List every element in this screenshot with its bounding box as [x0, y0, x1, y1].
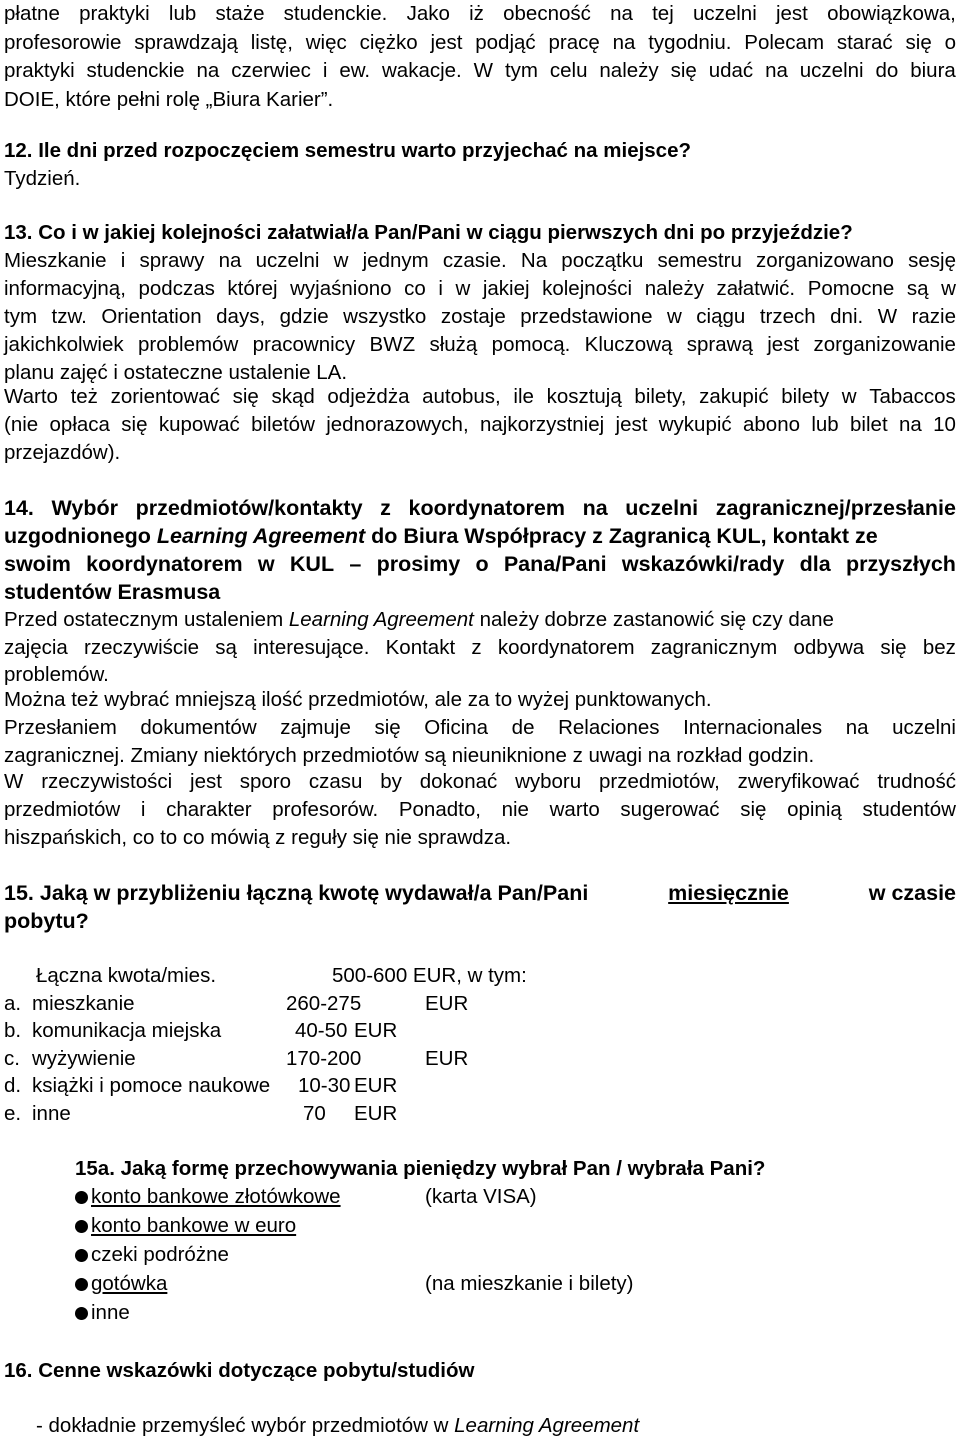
word: profesorów.: [272, 798, 379, 821]
word: studentów: [862, 798, 956, 821]
answer-14-text: Przed ostatecznym ustaleniem: [4, 608, 289, 631]
answer-14-line: zagranicznej. Zmiany niektórych przedmiotów są nieuniknione z uwagi na rozkład godzin.: [4, 744, 815, 767]
word: kosztują: [546, 385, 622, 408]
word: i: [438, 277, 443, 300]
expense-amount: 40-50: [295, 1019, 348, 1042]
word: jakichkolwiek: [4, 333, 124, 356]
word: podczas: [138, 277, 215, 300]
word: służą: [429, 333, 478, 356]
word: problemów: [138, 333, 239, 356]
word: 14.: [4, 496, 34, 520]
word: kupować: [158, 413, 240, 436]
expense-letter: b.: [4, 1019, 22, 1042]
question-15-line: [4, 879, 956, 907]
word: Oficina: [424, 716, 489, 739]
word: autobus,: [422, 385, 501, 408]
word: gdzie: [279, 305, 329, 328]
word: do: [875, 59, 899, 82]
expense-currency: EUR: [425, 992, 469, 1015]
word: Wybór: [51, 496, 118, 520]
word: ile: [513, 385, 534, 408]
word: Orientation: [101, 305, 202, 328]
word: abono: [743, 413, 801, 436]
option-item: [75, 1212, 296, 1240]
word: celu: [549, 59, 588, 82]
learning-agreement-term: Learning Agreement: [288, 608, 474, 631]
answer-14-line: [4, 796, 956, 824]
word: praktyki: [79, 2, 150, 25]
word: jest: [430, 31, 463, 54]
question-12: 12. Ile dni przed rozpoczęciem semestru warto przyjechać na miejsce?: [4, 139, 692, 162]
option-label: konto bankowe złotówkowe: [91, 1185, 341, 1208]
word: zajęcia: [4, 636, 68, 659]
word: tym: [4, 305, 38, 328]
word: też: [70, 385, 98, 408]
word: przedmiotów/kontakty: [135, 496, 363, 520]
question-13: 13. Co i w jakiej kolejności załatwiał/a Pan/Pani w ciągu pierwszych dni po przyjeździe?: [4, 221, 853, 244]
word: tzw.: [51, 305, 87, 328]
word: udać: [708, 59, 754, 82]
word: informacyjną,: [4, 277, 126, 300]
word: na: [218, 249, 242, 272]
word: Kontakt: [385, 636, 456, 659]
word: biura: [910, 59, 956, 82]
intro-line: DOIE, które pełni rolę „Biura Karier”.: [4, 88, 334, 111]
answer-14-line: hiszpańskich, co to co mówią z reguły się nie sprawdza.: [4, 826, 512, 849]
word: zweryfikować: [737, 770, 860, 793]
word: BWZ: [369, 333, 416, 356]
expense-amount: 10-30: [298, 1074, 351, 1097]
word: sprawy: [139, 249, 205, 272]
expense-label: inne: [32, 1102, 71, 1125]
word: jednym: [362, 249, 429, 272]
word: Relaciones: [558, 716, 660, 739]
bullet-icon: [75, 1220, 88, 1233]
word: sprawdzają: [134, 31, 238, 54]
word: interesujące.: [253, 636, 370, 659]
word: rzeczywistości: [41, 770, 173, 793]
word: obowiązkowa,: [827, 2, 956, 25]
word: listę,: [250, 31, 293, 54]
word: charakter: [166, 798, 252, 821]
tip-item: [36, 1412, 639, 1440]
word: Tabaccos: [869, 385, 956, 408]
word: wskazówki/rady: [621, 552, 785, 576]
word: iż: [469, 2, 484, 25]
word: Internacionales: [683, 716, 823, 739]
word: zajmuje: [280, 716, 351, 739]
option-label: konto bankowe w euro: [91, 1214, 297, 1237]
word: Mieszkanie: [4, 249, 107, 272]
word: de: [511, 716, 535, 739]
word: wakacje.: [382, 59, 462, 82]
option-note: (karta VISA): [425, 1185, 537, 1208]
word: wykupić: [658, 413, 732, 436]
word: w: [257, 552, 275, 576]
answer-14-line: Można też wybrać mniejszą ilość przedmiotów, ale za to wyżej punktowanych.: [4, 688, 712, 711]
word: studenckie: [86, 59, 185, 82]
word: Warto: [4, 385, 58, 408]
answer-13-line: [4, 275, 956, 303]
expense-letter: c.: [4, 1047, 20, 1070]
word: Kluczową: [584, 333, 673, 356]
word: się: [670, 59, 697, 82]
word: zorganizowano: [756, 249, 894, 272]
word: się: [232, 385, 259, 408]
word: zostaje: [440, 305, 506, 328]
answer-12: Tydzień.: [4, 167, 81, 190]
question-14-line: studentów Erasmusa: [4, 580, 221, 604]
word: więc: [305, 31, 347, 54]
answer-13-line: [4, 247, 956, 275]
word: swoim: [4, 552, 71, 576]
word: sesję: [908, 249, 956, 272]
word: dokonać: [419, 770, 498, 793]
word: na: [845, 716, 869, 739]
word: uczelni: [892, 716, 956, 739]
word: dni.: [830, 305, 864, 328]
word: tej: [652, 2, 674, 25]
word: sprawą: [686, 333, 753, 356]
word: koordynatorem: [86, 552, 243, 576]
word: zakupić: [699, 385, 769, 408]
option-note: (na mieszkanie i bilety): [425, 1272, 634, 1295]
word: ciągu: [696, 305, 746, 328]
option-item: [75, 1241, 229, 1269]
word: czasu: [308, 770, 363, 793]
option-item: [75, 1299, 130, 1327]
word: i: [322, 59, 328, 82]
word: W: [4, 770, 24, 793]
word: czerwiec: [231, 59, 311, 82]
word: staże: [215, 2, 265, 25]
answer-14-line: [4, 606, 834, 634]
total-value: 500-600 EUR, w tym:: [332, 964, 527, 987]
word: najkorzystniej: [479, 413, 605, 436]
word: odbywa: [793, 636, 865, 659]
word: nie: [501, 798, 529, 821]
expense-currency: EUR: [354, 1074, 398, 1097]
word: i: [140, 798, 146, 821]
word: zorientować: [110, 385, 220, 408]
word: bilet: [850, 413, 888, 436]
expense-currency: EUR: [425, 1047, 469, 1070]
word: sugerować: [620, 798, 720, 821]
word: przyszłych: [845, 552, 956, 576]
expense-amount: 70: [303, 1102, 326, 1125]
word: w: [941, 277, 956, 300]
word: skąd: [271, 385, 315, 408]
intro-line: [4, 57, 956, 85]
word: by: [380, 770, 402, 793]
word: 10: [933, 413, 956, 436]
question-15a: 15a. Jaką formę przechowywania pieniędzy wybrał Pan / wybrała Pani?: [75, 1157, 766, 1180]
word: w: [333, 249, 349, 272]
word: Jako: [406, 2, 450, 25]
expense-letter: e.: [4, 1102, 22, 1125]
word: o: [475, 552, 489, 576]
word: razie: [911, 305, 956, 328]
word: bez: [922, 636, 956, 659]
word: opinią: [787, 798, 842, 821]
word: jest: [615, 413, 648, 436]
bullet-icon: [75, 1191, 88, 1204]
answer-14-line: [4, 714, 956, 742]
word: podjąć: [475, 31, 536, 54]
word: uczelni: [625, 496, 699, 520]
bullet-icon: [75, 1278, 88, 1291]
question-14-text: uzgodnionego: [4, 524, 157, 548]
answer-13-line: [4, 383, 956, 411]
word: profesorowie: [4, 31, 122, 54]
word: bilety,: [634, 385, 687, 408]
word: uczelni: [799, 59, 864, 82]
word: na: [196, 59, 220, 82]
word: zorganizowanie: [813, 333, 956, 356]
word: o: [944, 31, 956, 54]
word: uczelni: [255, 249, 320, 272]
word: pracownicy: [252, 333, 356, 356]
question-15-line: pobytu?: [4, 909, 89, 933]
word: wyboru: [515, 770, 582, 793]
question-14-line: [4, 550, 956, 578]
word: załatwić.: [716, 277, 796, 300]
word: sporo: [239, 770, 292, 793]
bullet-icon: [75, 1307, 88, 1320]
expense-label: wyżywienie: [32, 1047, 136, 1070]
word: są: [906, 277, 929, 300]
expense-currency: EUR: [354, 1102, 398, 1125]
word: na: [765, 59, 788, 82]
intro-line: [4, 0, 956, 28]
word: zagranicznej/przesłanie: [715, 496, 956, 520]
word: Przesłaniem: [4, 716, 117, 739]
word: Pomocne: [807, 277, 895, 300]
word: czasie.: [442, 249, 507, 272]
expense-letter: d.: [4, 1074, 22, 1097]
word: Na: [520, 249, 548, 272]
word: semestru: [657, 249, 742, 272]
word: trzech: [759, 305, 816, 328]
word: się: [374, 716, 401, 739]
word: obecność: [503, 2, 591, 25]
word: biletów: [251, 413, 315, 436]
word: Pana/Pani: [503, 552, 607, 576]
answer-14-line: [4, 634, 956, 662]
word: której: [227, 277, 278, 300]
word: koordynatorem: [497, 636, 635, 659]
word: tygodniu.: [648, 31, 732, 54]
answer-14-line: problemów.: [4, 663, 109, 686]
answer-14-line: [4, 768, 956, 796]
word: na: [610, 2, 633, 25]
word: Ponadto,: [398, 798, 481, 821]
word: rzeczywiście: [84, 636, 200, 659]
word: ciężko: [359, 31, 418, 54]
word: studenckie.: [283, 2, 388, 25]
bullet-icon: [75, 1249, 88, 1262]
word: wszystko: [343, 305, 427, 328]
expense-label: komunikacja miejska: [32, 1019, 222, 1042]
word: KUL: [289, 552, 335, 576]
word: lub: [168, 2, 197, 25]
total-label: Łączna kwota/mies.: [36, 964, 217, 987]
question-15-text: 15. Jaką w przybliżeniu łączną kwotę wydawał/a Pan/Pani: [4, 881, 589, 905]
word: opłaca: [49, 413, 110, 436]
word: trudność: [877, 770, 956, 793]
option-item: [75, 1183, 341, 1211]
learning-agreement-term: Learning Agreement: [156, 524, 366, 548]
word: z: [471, 636, 482, 659]
expense-currency: EUR: [354, 1019, 398, 1042]
question-14-line: [4, 494, 956, 522]
word: na: [612, 31, 636, 54]
word: jest: [775, 2, 808, 25]
word: z: [380, 496, 391, 520]
word: jest: [767, 333, 800, 356]
word: się: [880, 636, 907, 659]
learning-agreement-term: Learning Agreement: [454, 1414, 640, 1437]
word: W: [473, 59, 494, 82]
option-label: inne: [91, 1301, 130, 1324]
tip-text: - dokładnie przemyśleć wybór przedmiotów w: [36, 1414, 455, 1437]
option-label: czeki podróżne: [91, 1243, 229, 1266]
word: jest: [190, 770, 222, 793]
word: należy: [599, 59, 659, 82]
word: płatne: [4, 2, 60, 25]
word: na: [582, 496, 608, 520]
word: praktyki: [4, 59, 75, 82]
word: pracę: [548, 31, 600, 54]
answer-13-line: [4, 411, 956, 439]
word: w: [666, 305, 682, 328]
intro-line: [4, 29, 956, 57]
word: i: [120, 249, 126, 272]
word: się: [905, 31, 932, 54]
word: days,: [216, 305, 266, 328]
question-15-emphasis: miesięcznie: [668, 881, 789, 905]
expense-letter: a.: [4, 992, 22, 1015]
word: się: [121, 413, 148, 436]
word: tym: [504, 59, 538, 82]
word: przedmiotów: [4, 798, 121, 821]
word: co: [404, 277, 426, 300]
word: w: [455, 277, 471, 300]
word: bilety: [781, 385, 830, 408]
word: wyjaśniono: [290, 277, 392, 300]
word: lub: [811, 413, 839, 436]
word: są: [215, 636, 237, 659]
expense-amount: 260-275: [286, 992, 362, 1015]
word: na: [898, 413, 922, 436]
word: starać: [836, 31, 893, 54]
expense-label: książki i pomoce naukowe: [32, 1074, 271, 1097]
word: uczelni: [692, 2, 757, 25]
word: prosimy: [376, 552, 461, 576]
word: dokumentów: [140, 716, 257, 739]
word: w: [841, 385, 857, 408]
word: dla: [799, 552, 831, 576]
word: jednorazowych,: [326, 413, 469, 436]
word: koordynatorem: [408, 496, 565, 520]
expense-label: mieszkanie: [32, 992, 135, 1015]
answer-13-line: [4, 331, 956, 359]
question-15-text: w czasie: [868, 881, 956, 905]
word: kolejności: [542, 277, 633, 300]
word: przedmiotów,: [599, 770, 720, 793]
word: warto: [549, 798, 600, 821]
word: jakiej: [482, 277, 530, 300]
expense-amount: 170-200: [286, 1047, 362, 1070]
word: W: [877, 305, 898, 328]
word: należy: [644, 277, 704, 300]
word: początku: [561, 249, 644, 272]
word: ew.: [339, 59, 371, 82]
option-item: [75, 1270, 167, 1298]
option-label: gotówka: [91, 1272, 168, 1295]
word: Polecam: [744, 31, 825, 54]
answer-13-line: [4, 303, 956, 331]
question-16: 16. Cenne wskazówki dotyczące pobytu/studiów: [4, 1359, 475, 1382]
word: –: [349, 552, 362, 576]
answer-13-line: przejazdów).: [4, 441, 121, 464]
answer-13-line: planu zajęć i ostateczne ustalenie LA.: [4, 361, 348, 384]
question-14-line: [4, 522, 956, 550]
word: się: [740, 798, 767, 821]
question-14-text: do Biura Współpracy z Zagranicą KUL, kontakt ze: [365, 524, 878, 548]
answer-14-text: należy dobrze zastanowić się czy dane: [473, 608, 834, 631]
word: przedstawione: [520, 305, 653, 328]
word: zagranicznym: [650, 636, 778, 659]
word: (nie: [4, 413, 39, 436]
word: pomocą.: [491, 333, 571, 356]
word: odjeżdża: [327, 385, 410, 408]
